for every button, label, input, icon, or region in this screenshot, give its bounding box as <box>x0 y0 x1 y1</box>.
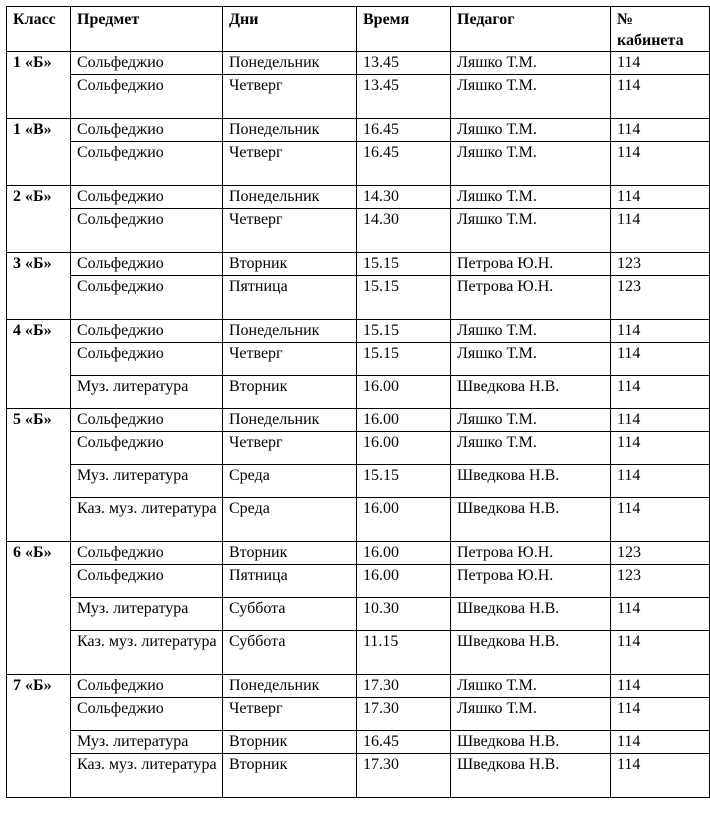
subject-cell: Сольфеджио <box>71 52 223 75</box>
teacher-cell: Ляшко Т.М. <box>451 186 611 209</box>
day-cell: Вторник <box>223 542 357 565</box>
teacher-cell: Ляшко Т.М. <box>451 209 611 253</box>
table-row <box>7 565 710 598</box>
room-cell: 114 <box>611 186 710 209</box>
room-cell: 114 <box>611 142 710 186</box>
room-cell: 114 <box>611 432 710 465</box>
room-cell: 123 <box>611 542 710 565</box>
class-cell: 4 «Б» <box>7 320 71 409</box>
table-row <box>7 631 710 675</box>
time-cell: 16.00 <box>357 542 451 565</box>
subject-cell: Муз. литература <box>71 465 223 498</box>
time-cell: 16.00 <box>357 432 451 465</box>
table-row <box>7 119 710 142</box>
room-cell: 114 <box>611 465 710 498</box>
teacher-cell: Ляшко Т.М. <box>451 343 611 376</box>
time-cell: 13.45 <box>357 52 451 75</box>
time-cell: 16.00 <box>357 498 451 542</box>
time-cell: 14.30 <box>357 209 451 253</box>
teacher-cell: Ляшко Т.М. <box>451 675 611 698</box>
table-row <box>7 598 710 631</box>
header-subject: Предмет <box>71 7 223 52</box>
day-cell: Четверг <box>223 142 357 186</box>
table-row <box>7 276 710 320</box>
class-cell: 2 «Б» <box>7 186 71 253</box>
room-cell: 114 <box>611 754 710 798</box>
room-cell: 114 <box>611 598 710 631</box>
teacher-cell: Ляшко Т.М. <box>451 75 611 119</box>
time-cell: 16.00 <box>357 376 451 409</box>
time-cell: 16.00 <box>357 409 451 432</box>
time-cell: 14.30 <box>357 186 451 209</box>
teacher-cell: Ляшко Т.М. <box>451 142 611 186</box>
table-row <box>7 52 710 75</box>
time-cell: 16.45 <box>357 142 451 186</box>
table-row <box>7 465 710 498</box>
teacher-cell: Ляшко Т.М. <box>451 52 611 75</box>
class-cell: 1 «В» <box>7 119 71 186</box>
subject-cell: Сольфеджио <box>71 209 223 253</box>
table-row <box>7 343 710 376</box>
room-cell: 114 <box>611 409 710 432</box>
day-cell: Пятница <box>223 276 357 320</box>
subject-cell: Сольфеджио <box>71 142 223 186</box>
room-cell: 114 <box>611 731 710 754</box>
table-row <box>7 186 710 209</box>
time-cell: 17.30 <box>357 675 451 698</box>
room-cell: 114 <box>611 119 710 142</box>
subject-cell: Каз. муз. литература <box>71 754 223 798</box>
teacher-cell: Ляшко Т.М. <box>451 320 611 343</box>
time-cell: 16.00 <box>357 565 451 598</box>
time-cell: 17.30 <box>357 698 451 731</box>
teacher-cell: Ляшко Т.М. <box>451 698 611 731</box>
teacher-cell: Шведкова Н.В. <box>451 731 611 754</box>
time-cell: 17.30 <box>357 754 451 798</box>
day-cell: Понедельник <box>223 320 357 343</box>
day-cell: Вторник <box>223 731 357 754</box>
table-row <box>7 253 710 276</box>
day-cell: Понедельник <box>223 409 357 432</box>
header-class: Класс <box>7 7 71 52</box>
table-row <box>7 142 710 186</box>
subject-cell: Сольфеджио <box>71 343 223 376</box>
subject-cell: Сольфеджио <box>71 75 223 119</box>
header-days: Дни <box>223 7 357 52</box>
day-cell: Суббота <box>223 598 357 631</box>
room-cell: 114 <box>611 343 710 376</box>
day-cell: Четверг <box>223 432 357 465</box>
room-cell: 123 <box>611 253 710 276</box>
room-cell: 114 <box>611 498 710 542</box>
room-cell: 114 <box>611 75 710 119</box>
table-row <box>7 698 710 731</box>
class-cell: 7 «Б» <box>7 675 71 798</box>
table-row <box>7 320 710 343</box>
day-cell: Понедельник <box>223 119 357 142</box>
time-cell: 16.45 <box>357 119 451 142</box>
table-row <box>7 731 710 754</box>
table-row <box>7 409 710 432</box>
class-cell: 3 «Б» <box>7 253 71 320</box>
room-cell: 123 <box>611 276 710 320</box>
class-cell: 1 «Б» <box>7 52 71 119</box>
time-cell: 11.15 <box>357 631 451 675</box>
table-row <box>7 542 710 565</box>
header-teacher: Педагог <box>451 7 611 52</box>
teacher-cell: Петрова Ю.Н. <box>451 253 611 276</box>
subject-cell: Сольфеджио <box>71 675 223 698</box>
teacher-cell: Петрова Ю.Н. <box>451 276 611 320</box>
subject-cell: Муз. литература <box>71 598 223 631</box>
room-cell: 114 <box>611 320 710 343</box>
subject-cell: Сольфеджио <box>71 409 223 432</box>
header-time: Время <box>357 7 451 52</box>
table-body <box>7 52 710 798</box>
time-cell: 15.15 <box>357 320 451 343</box>
table-row <box>7 675 710 698</box>
room-cell: 114 <box>611 52 710 75</box>
subject-cell: Сольфеджио <box>71 186 223 209</box>
subject-cell: Сольфеджио <box>71 565 223 598</box>
room-cell: 114 <box>611 376 710 409</box>
subject-cell: Сольфеджио <box>71 698 223 731</box>
day-cell: Среда <box>223 498 357 542</box>
subject-cell: Сольфеджио <box>71 432 223 465</box>
class-cell: 5 «Б» <box>7 409 71 542</box>
day-cell: Суббота <box>223 631 357 675</box>
time-cell: 15.15 <box>357 253 451 276</box>
teacher-cell: Ляшко Т.М. <box>451 409 611 432</box>
teacher-cell: Ляшко Т.М. <box>451 119 611 142</box>
time-cell: 13.45 <box>357 75 451 119</box>
day-cell: Среда <box>223 465 357 498</box>
header-room <box>611 7 710 52</box>
time-cell: 15.15 <box>357 276 451 320</box>
day-cell: Понедельник <box>223 52 357 75</box>
teacher-cell: Шведкова Н.В. <box>451 598 611 631</box>
header-room-line1: № <box>617 11 634 28</box>
day-cell: Четверг <box>223 209 357 253</box>
day-cell: Вторник <box>223 253 357 276</box>
subject-cell: Сольфеджио <box>71 119 223 142</box>
teacher-cell: Шведкова Н.В. <box>451 465 611 498</box>
subject-cell: Каз. муз. литература <box>71 498 223 542</box>
teacher-cell: Петрова Ю.Н. <box>451 565 611 598</box>
teacher-cell: Шведкова Н.В. <box>451 498 611 542</box>
time-cell: 10.30 <box>357 598 451 631</box>
room-cell: 123 <box>611 565 710 598</box>
room-cell: 114 <box>611 631 710 675</box>
header-room-line2: кабинета <box>617 32 684 49</box>
day-cell: Понедельник <box>223 186 357 209</box>
subject-cell: Сольфеджио <box>71 320 223 343</box>
table-row <box>7 754 710 798</box>
room-cell: 114 <box>611 698 710 731</box>
teacher-cell: Шведкова Н.В. <box>451 376 611 409</box>
day-cell: Вторник <box>223 754 357 798</box>
subject-cell: Муз. литература <box>71 376 223 409</box>
subject-cell: Сольфеджио <box>71 253 223 276</box>
time-cell: 15.15 <box>357 343 451 376</box>
table-row <box>7 209 710 253</box>
table-header-row <box>7 7 710 52</box>
day-cell: Пятница <box>223 565 357 598</box>
day-cell: Понедельник <box>223 675 357 698</box>
teacher-cell: Ляшко Т.М. <box>451 432 611 465</box>
time-cell: 15.15 <box>357 465 451 498</box>
day-cell: Четверг <box>223 75 357 119</box>
teacher-cell: Петрова Ю.Н. <box>451 542 611 565</box>
table-row <box>7 376 710 409</box>
room-cell: 114 <box>611 675 710 698</box>
table-row <box>7 498 710 542</box>
room-cell: 114 <box>611 209 710 253</box>
subject-cell: Муз. литература <box>71 731 223 754</box>
subject-cell: Каз. муз. литература <box>71 631 223 675</box>
subject-cell: Сольфеджио <box>71 542 223 565</box>
schedule-table <box>6 6 710 798</box>
day-cell: Четверг <box>223 343 357 376</box>
day-cell: Четверг <box>223 698 357 731</box>
class-cell: 6 «Б» <box>7 542 71 675</box>
day-cell: Вторник <box>223 376 357 409</box>
table-row <box>7 75 710 119</box>
time-cell: 16.45 <box>357 731 451 754</box>
table-row <box>7 432 710 465</box>
teacher-cell: Шведкова Н.В. <box>451 754 611 798</box>
subject-cell: Сольфеджио <box>71 276 223 320</box>
teacher-cell: Шведкова Н.В. <box>451 631 611 675</box>
